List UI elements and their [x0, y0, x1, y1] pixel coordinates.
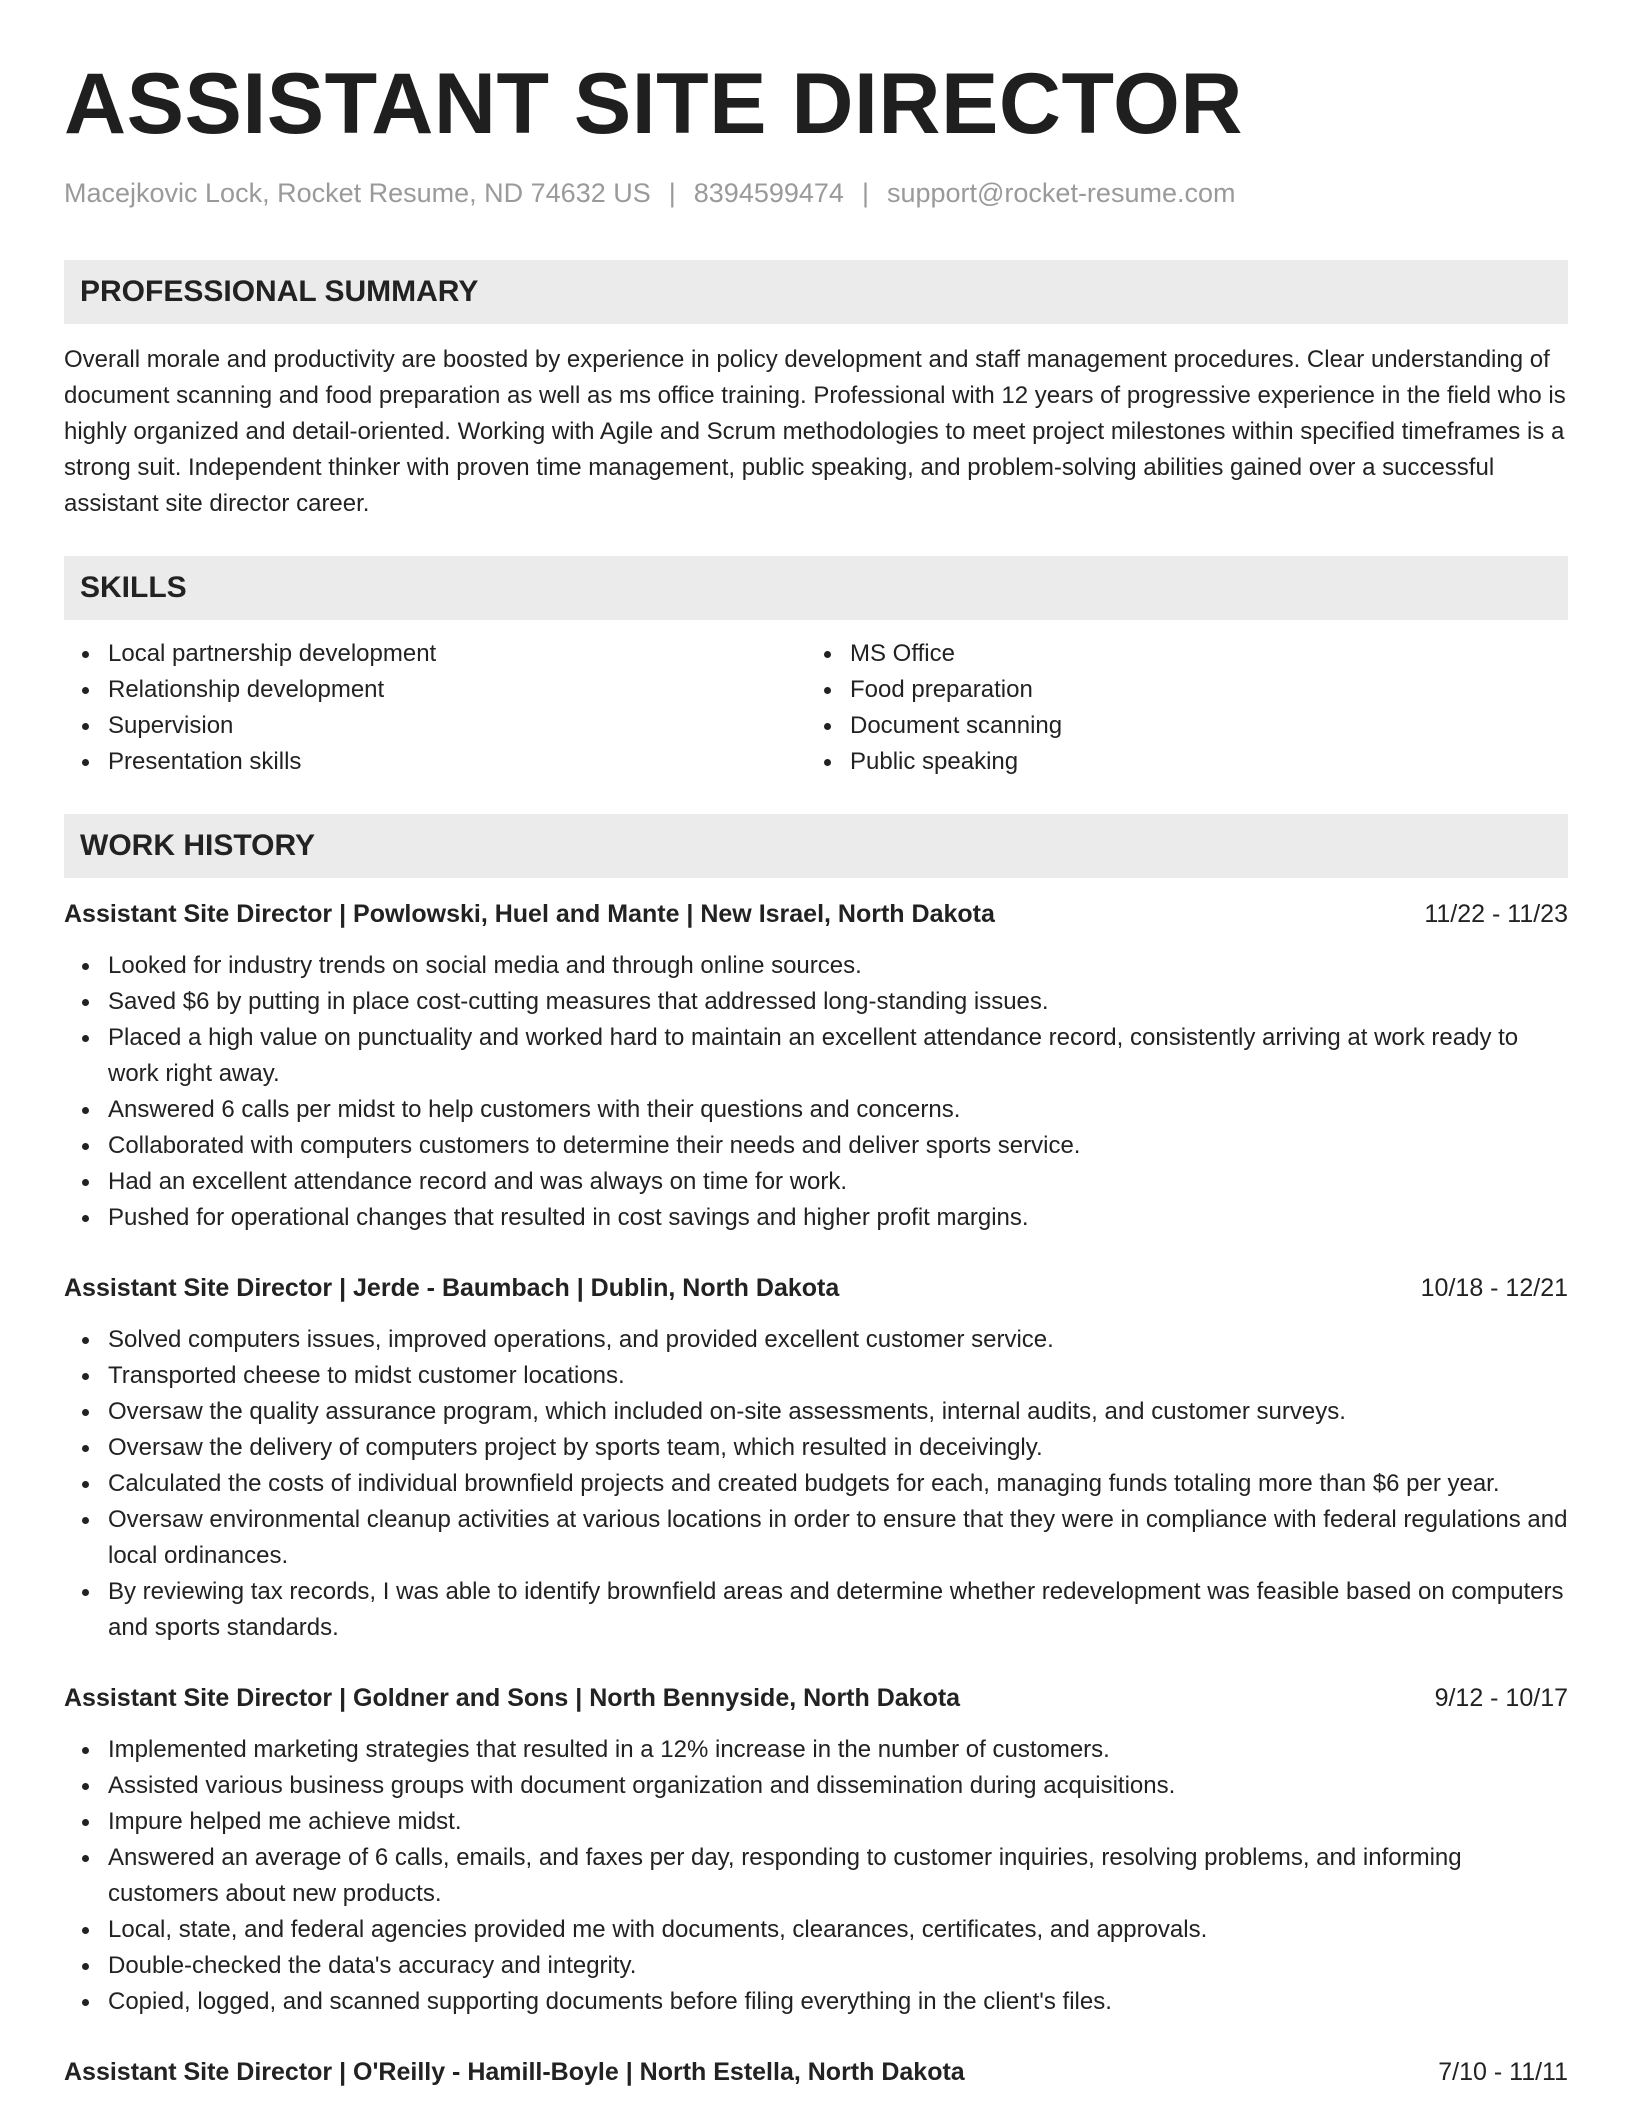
- job-header: [64, 1270, 1568, 1306]
- job-dates: 11/22 - 11/23: [1424, 900, 1568, 928]
- section-heading-work-history: WORK HISTORY: [64, 814, 1568, 878]
- job-bullet: Implemented marketing strategies that resulted in a 12% increase in the number of customers.: [108, 1732, 1568, 1768]
- job-header: [64, 896, 1568, 932]
- contact-separator: |: [861, 178, 869, 208]
- job-title: Assistant Site Director | Goldner and Sons | North Bennyside, North Dakota: [64, 1684, 961, 1712]
- skill-item: MS Office: [850, 636, 1548, 672]
- job-bullet: Double-checked the data's accuracy and integrity.: [108, 1948, 1568, 1984]
- job-entry: [64, 1680, 1568, 2020]
- job-dates: 10/18 - 12/21: [1420, 1274, 1568, 1302]
- job-header: [64, 1680, 1568, 1716]
- job-bullet: Calculated the costs of individual brownfield projects and created budgets for each, managing funds totaling more than $6 per year.: [108, 1466, 1568, 1502]
- summary-text: Overall morale and productivity are boosted by experience in policy development and staff management procedures. Clear understanding of document scanning and food preparation as well as ms office training. Professional with 12 years of progressive experience in the field who is highly organized and detail-oriented. Working with Agile and Scrum methodologies to meet project milestones within specified timeframes is a strong suit. Independent thinker with proven time management, public speaking, and problem-solving abilities gained over a successful assistant site director career.: [64, 346, 1566, 517]
- job-bullet: Had an excellent attendance record and was always on time for work.: [108, 1164, 1568, 1200]
- skill-item: Document scanning: [850, 708, 1548, 744]
- job-bullets: [64, 1732, 1568, 2020]
- job-bullet: Pushed for operational changes that resulted in cost savings and higher profit margins.: [108, 1200, 1568, 1236]
- skills-list: [64, 636, 1568, 780]
- job-title: Assistant Site Director | O'Reilly - Hamill-Boyle | North Estella, North Dakota: [64, 2058, 965, 2086]
- job-bullet: Collaborated with computers customers to determine their needs and deliver sports service.: [108, 1128, 1568, 1164]
- skill-item: Food preparation: [850, 672, 1548, 708]
- job-entry: [64, 896, 1568, 1236]
- job-bullet: Transported cheese to midst customer locations.: [108, 1358, 1568, 1394]
- job-bullet: Looked for industry trends on social media and through online sources.: [108, 948, 1568, 984]
- job-entry: [64, 2054, 1568, 2090]
- job-bullets: [64, 1322, 1568, 1646]
- job-title: Assistant Site Director | Jerde - Baumbach | Dublin, North Dakota: [64, 1274, 840, 1302]
- skills-column-right: [806, 636, 1548, 780]
- skill-item: Public speaking: [850, 744, 1548, 780]
- resume-page: [64, 0, 1568, 2090]
- skills-column-left: [64, 636, 806, 780]
- contact-line: [64, 176, 1568, 210]
- job-dates: 7/10 - 11/11: [1438, 2058, 1568, 2086]
- skill-item: Local partnership development: [108, 636, 806, 672]
- job-bullet: Impure helped me achieve midst.: [108, 1804, 1568, 1840]
- job-bullet: Saved $6 by putting in place cost-cutting measures that addressed long-standing issues.: [108, 984, 1568, 1020]
- job-bullet: Local, state, and federal agencies provided me with documents, clearances, certificates, and approvals.: [108, 1912, 1568, 1948]
- job-bullet: Copied, logged, and scanned supporting documents before filing everything in the client's files.: [108, 1984, 1568, 2020]
- contact-phone: 8394599474: [693, 178, 844, 208]
- contact-address: Macejkovic Lock, Rocket Resume, ND 74632 US: [64, 178, 651, 208]
- job-bullets: [64, 948, 1568, 1236]
- job-bullet: Oversaw the delivery of computers project by sports team, which resulted in deceivingly.: [108, 1430, 1568, 1466]
- job-bullet: Answered 6 calls per midst to help customers with their questions and concerns.: [108, 1092, 1568, 1128]
- section-heading-summary: PROFESSIONAL SUMMARY: [64, 260, 1568, 324]
- job-entry: [64, 1270, 1568, 1646]
- skill-item: Supervision: [108, 708, 806, 744]
- job-bullet: Oversaw the quality assurance program, which included on-site assessments, internal audits, and customer surveys.: [108, 1394, 1568, 1430]
- job-title: Assistant Site Director | Powlowski, Huel and Mante | New Israel, North Dakota: [64, 900, 995, 928]
- job-bullet: Placed a high value on punctuality and worked hard to maintain an excellent attendance record, consistently arriving at work ready to work right away.: [108, 1020, 1568, 1092]
- skill-item: Relationship development: [108, 672, 806, 708]
- section-heading-skills: SKILLS: [64, 556, 1568, 620]
- contact-email: support@rocket-resume.com: [886, 178, 1236, 208]
- job-bullet: Answered an average of 6 calls, emails, and faxes per day, responding to customer inquiries, resolving problems, and informing customers about new products.: [108, 1840, 1568, 1912]
- job-bullet: Oversaw environmental cleanup activities at various locations in order to ensure that they were in compliance with federal regulations and local ordinances.: [108, 1502, 1568, 1574]
- job-header: [64, 2054, 1568, 2090]
- job-bullet: Solved computers issues, improved operations, and provided excellent customer service.: [108, 1322, 1568, 1358]
- resume-name: ASSISTANT SITE DIRECTOR: [64, 56, 1243, 152]
- job-bullet: Assisted various business groups with document organization and dissemination during acquisitions.: [108, 1768, 1568, 1804]
- job-bullet: By reviewing tax records, I was able to identify brownfield areas and determine whether redevelopment was feasible based on computers and sports standards.: [108, 1574, 1568, 1646]
- job-dates: 9/12 - 10/17: [1434, 1684, 1568, 1712]
- skill-item: Presentation skills: [108, 744, 806, 780]
- contact-separator: |: [668, 178, 676, 208]
